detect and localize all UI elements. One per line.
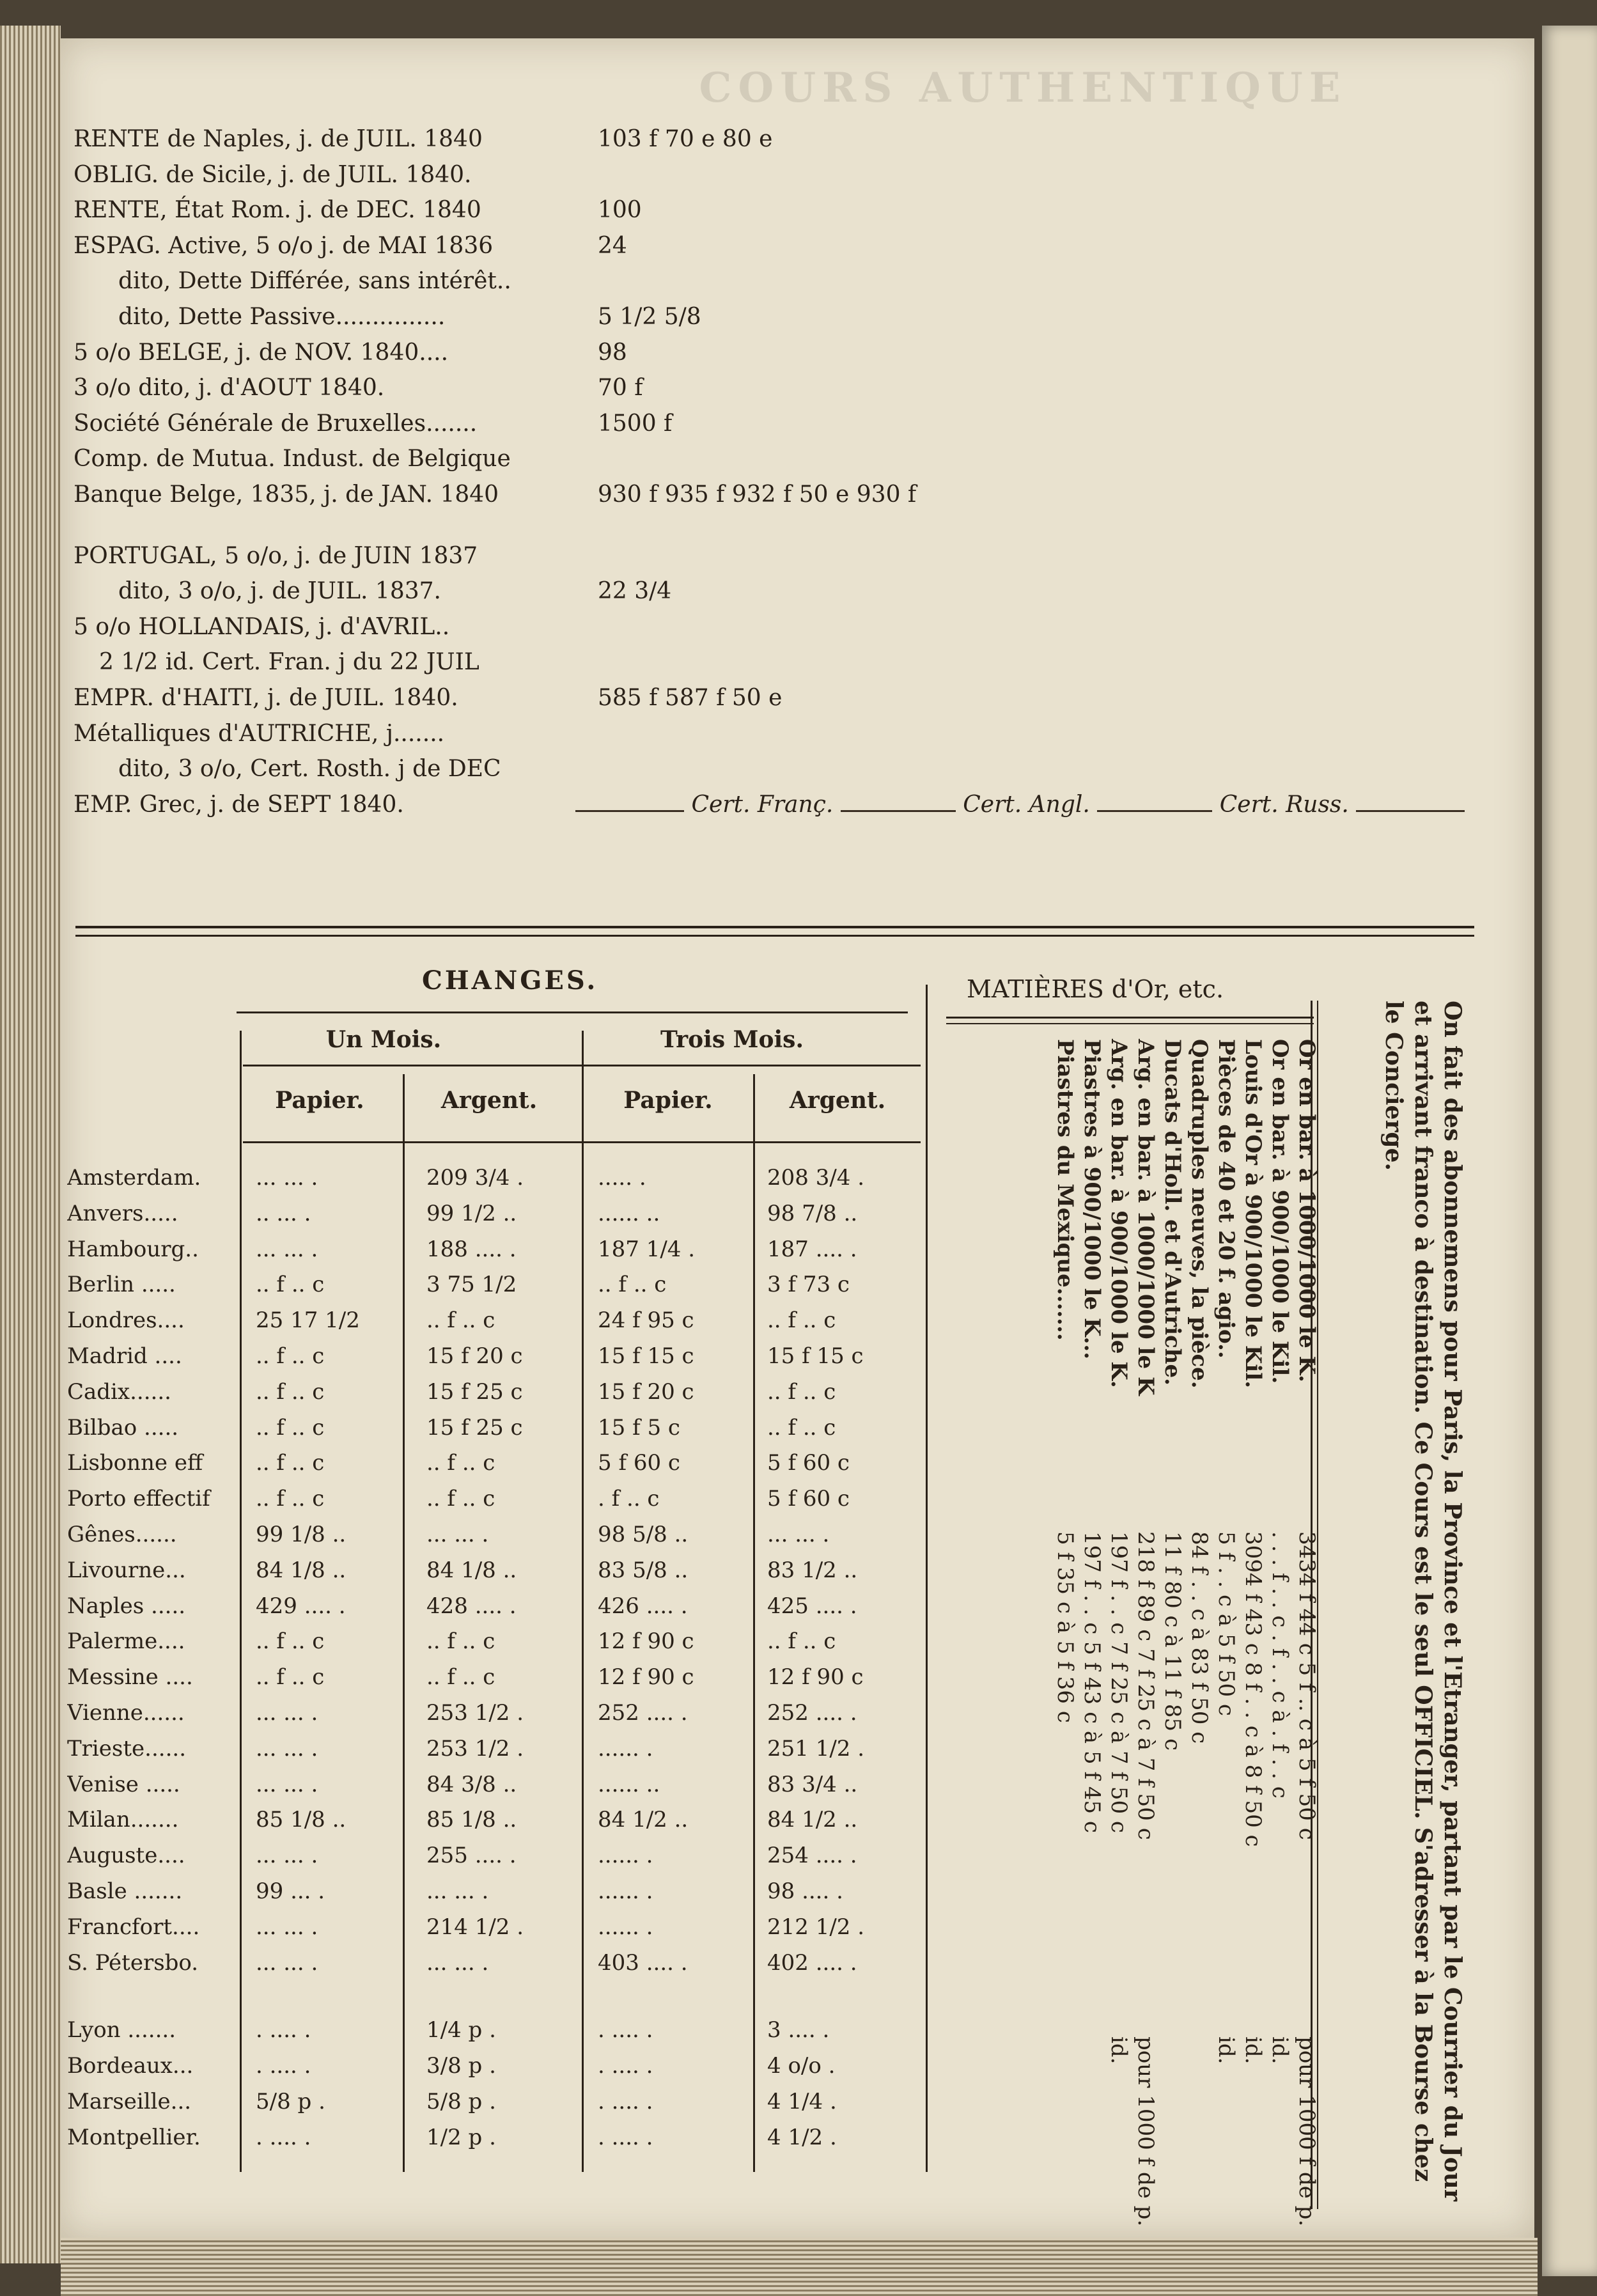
un-mois-papier: .. f .. c: [256, 1664, 325, 1691]
blank-line: [1356, 791, 1465, 812]
un-mois-header: Un Mois.: [325, 1026, 442, 1053]
un-mois-argent: 253 1/2 .: [426, 1735, 524, 1761]
trois-mois-papier: . .... .: [598, 2088, 653, 2114]
city-name: Madrid ....: [67, 1343, 182, 1369]
rente-name: Métalliques d'AUTRICHE, j.......: [74, 720, 445, 747]
rente-name: dito, 3 o/o, j. de JUIL. 1837.: [118, 578, 441, 605]
matieres-row: [1132, 1039, 1159, 2227]
matiere-unit: pour 1000 f de p.: [1294, 2036, 1320, 2227]
papier-header-1: Papier.: [275, 1087, 364, 1114]
blank-line: [1097, 791, 1212, 812]
matiere-name: Arg. en bar. à 900/1000 le K.: [1106, 1039, 1132, 1388]
rente-row: [74, 644, 1480, 680]
un-mois-papier: ... ... .: [256, 1914, 318, 1940]
un-mois-argent: 84 1/8 ..: [426, 1557, 517, 1583]
un-mois-argent: 3 75 1/2: [426, 1272, 517, 1298]
trois-mois-argent: 4 1/4 .: [767, 2088, 837, 2114]
rente-value: 585 f 587 f 50 e: [598, 684, 783, 711]
city-name: Basle .......: [67, 1878, 183, 1904]
argent-header-1: Argent.: [440, 1087, 538, 1114]
un-mois-argent: 214 1/2 .: [426, 1914, 524, 1940]
un-mois-papier: 5/8 p .: [256, 2088, 325, 2114]
un-mois-argent: 1/2 p .: [426, 2124, 496, 2150]
trois-mois-papier: 252 .... .: [598, 1699, 688, 1726]
matiere-value: 218 f 89 c 7 f 25 c à 7 f 50 c: [1133, 1531, 1158, 1840]
col-divider: [240, 1031, 242, 2172]
trois-mois-papier: .. f .. c: [598, 1272, 667, 1298]
trois-mois-argent: .. f .. c: [767, 1308, 836, 1334]
matieres-row: [1240, 1039, 1266, 2203]
un-mois-argent: 188 .... .: [426, 1236, 517, 1262]
un-mois-papier: 25 17 1/2: [256, 1308, 360, 1334]
rente-row: [74, 680, 1480, 716]
city-name: Naples .....: [67, 1593, 186, 1619]
trois-mois-argent: 98 .... .: [767, 1878, 843, 1904]
trois-mois-argent: 208 3/4 .: [767, 1165, 865, 1191]
un-mois-argent: 209 3/4 .: [426, 1165, 524, 1191]
un-mois-argent: .. f .. c: [426, 1450, 495, 1476]
trois-mois-argent: 3 .... .: [767, 2017, 830, 2043]
city-name: Livourne...: [67, 1557, 186, 1583]
rente-row: [74, 335, 1480, 371]
un-mois-papier: .. ... .: [256, 1200, 311, 1226]
un-mois-argent: 15 f 25 c: [426, 1378, 523, 1405]
un-mois-papier: ... ... .: [256, 1699, 318, 1726]
rente-row: [74, 751, 1480, 787]
un-mois-argent: 428 .... .: [426, 1593, 517, 1619]
un-mois-argent: 1/4 p .: [426, 2017, 496, 2043]
matiere-unit: id.: [1240, 2036, 1266, 2065]
city-name: Marseille...: [67, 2088, 192, 2114]
matieres-row: [1266, 1039, 1293, 2203]
rente-name: Banque Belge, 1835, j. de JAN. 1840: [74, 481, 499, 508]
matiere-name: Or en bar. à 900/1000 le Kil.: [1267, 1039, 1293, 1384]
un-mois-argent: 85 1/8 ..: [426, 1807, 517, 1833]
city-name: Milan.......: [67, 1807, 179, 1833]
rente-row: [74, 441, 1480, 477]
un-mois-papier: .. f .. c: [256, 1450, 325, 1476]
trois-mois-argent: ... ... .: [767, 1521, 830, 1547]
rente-name: dito, Dette Différée, sans intérêt..: [118, 268, 511, 295]
argent-header-2: Argent.: [789, 1087, 886, 1114]
rente-name: 2 1/2 id. Cert. Fran. j du 22 JUIL: [99, 649, 479, 676]
city-name: Anvers.....: [67, 1200, 178, 1226]
un-mois-papier: .. f .. c: [256, 1486, 325, 1512]
matieres-row: [1079, 1039, 1105, 2203]
trois-mois-argent: 84 1/2 ..: [767, 1807, 858, 1833]
blank-line: [841, 791, 956, 812]
matiere-name: Or en bar. à 1000/1000 le K.: [1294, 1039, 1320, 1382]
trois-mois-header: Trois Mois.: [660, 1026, 804, 1053]
un-mois-papier: ... ... .: [256, 1843, 318, 1869]
section-divider: [75, 926, 1474, 937]
trois-mois-argent: 212 1/2 .: [767, 1914, 865, 1940]
trois-mois-argent: 252 .... .: [767, 1699, 857, 1726]
rente-name: 3 o/o dito, j. d'AOUT 1840.: [74, 375, 385, 402]
matiere-value: 5 f . . c à 5 f 50 c: [1213, 1531, 1239, 1716]
trois-mois-papier: 12 f 90 c: [598, 1664, 694, 1691]
col-divider: [403, 1074, 405, 2172]
un-mois-argent: ... ... .: [426, 1949, 489, 1976]
city-name: Montpellier.: [67, 2124, 201, 2150]
un-mois-argent: .. f .. c: [426, 1308, 495, 1334]
emp-grec-certs: [575, 787, 1465, 823]
un-mois-papier: 429 .... .: [256, 1593, 346, 1619]
cert-russ: Cert. Russ.: [1219, 791, 1349, 818]
emp-grec-row: [74, 787, 1480, 823]
matieres-row: [1293, 1039, 1320, 2227]
note-rule: [1317, 1001, 1318, 2209]
trois-mois-papier: 187 1/4 .: [598, 1236, 696, 1262]
rente-name: 5 o/o BELGE, j. de NOV. 1840....: [74, 339, 449, 366]
trois-mois-argent: 425 .... .: [767, 1593, 857, 1619]
trois-mois-argent: 98 7/8 ..: [767, 1200, 858, 1226]
city-name: Venise .....: [67, 1771, 180, 1797]
trois-mois-papier: 426 .... .: [598, 1593, 688, 1619]
rente-value: 70 f: [598, 375, 643, 402]
trois-mois-papier: ..... .: [598, 1165, 646, 1191]
un-mois-papier: .. f .. c: [256, 1343, 325, 1369]
matiere-value: 197 f . . c 7 f 25 c à 7 f 50 c: [1106, 1531, 1132, 1833]
un-mois-papier: . .... .: [256, 2124, 311, 2150]
trois-mois-argent: 187 .... .: [767, 1236, 857, 1262]
rente-row: [74, 716, 1480, 752]
matiere-value: 3094 f 43 c 8 f . . c à 8 f 50 c: [1240, 1531, 1266, 1847]
trois-mois-papier: ...... .: [598, 1843, 653, 1869]
subscription-note: On fait des abonnemens pour Paris, la Province et l'Etranger, partant par le Courrier du Jour et arrivant franco à destination. Ce Cours est le seul OFFICIEL. S'adresser à la Bourse chez le Concierge.: [1380, 1001, 1466, 2201]
trois-mois-papier: 403 .... .: [598, 1949, 688, 1976]
bleed-through-title: COURS AUTHENTIQUE: [699, 64, 1347, 112]
trois-mois-papier: ...... .: [598, 1735, 653, 1761]
trois-mois-argent: 254 .... .: [767, 1843, 857, 1869]
rente-value: 1500 f: [598, 410, 673, 437]
trois-mois-papier: 15 f 5 c: [598, 1414, 680, 1441]
trois-mois-papier: 83 5/8 ..: [598, 1557, 689, 1583]
rente-row: [74, 299, 1480, 335]
cert-angl: Cert. Angl.: [963, 791, 1090, 818]
city-name: Bilbao .....: [67, 1414, 179, 1441]
un-mois-argent: 5/8 p .: [426, 2088, 496, 2114]
rente-name: EMPR. d'HAITI, j. de JUIL. 1840.: [74, 684, 458, 711]
matiere-name: Pièces de 40 et 20 f. agio..: [1213, 1039, 1239, 1359]
rente-value: 930 f 935 f 932 f 50 e 930 f: [598, 481, 917, 508]
matieres-row: [1213, 1039, 1240, 2203]
matieres-row: [1052, 1039, 1079, 2203]
trois-mois-papier: 98 5/8 ..: [598, 1521, 689, 1547]
emp-grec-name: EMP. Grec, j. de SEPT 1840.: [74, 791, 404, 818]
un-mois-papier: ... ... .: [256, 1165, 318, 1191]
matieres-rule: [946, 1017, 1314, 1019]
trois-mois-papier: ...... ..: [598, 1200, 660, 1226]
rente-value: 24: [598, 232, 627, 259]
un-mois-papier: .. f .. c: [256, 1272, 325, 1298]
papier-header-2: Papier.: [623, 1087, 713, 1114]
trois-mois-argent: 402 .... .: [767, 1949, 857, 1976]
city-name: Lisbonne eff: [67, 1450, 203, 1476]
rente-row: [74, 157, 1480, 193]
un-mois-argent: 255 .... .: [426, 1843, 517, 1869]
rente-value: 98: [598, 339, 627, 366]
matiere-value: 197 f . . c 5 f 43 c à 5 f 45 c: [1079, 1531, 1105, 1833]
rente-name: PORTUGAL, 5 o/o, j. de JUIN 1837: [74, 542, 478, 569]
trois-mois-argent: 4 1/2 .: [767, 2124, 837, 2150]
rente-row: [74, 263, 1480, 299]
un-mois-papier: . .... .: [256, 2053, 311, 2079]
city-name: Francfort....: [67, 1914, 200, 1940]
city-name: Vienne......: [67, 1699, 185, 1726]
trois-mois-argent: 3 f 73 c: [767, 1272, 850, 1298]
trois-mois-argent: 4 o/o .: [767, 2053, 836, 2079]
un-mois-argent: ... ... .: [426, 1878, 489, 1904]
trois-mois-argent: 5 f 60 c: [767, 1486, 850, 1512]
rente-value: 22 3/4: [598, 578, 672, 605]
un-mois-papier: ... ... .: [256, 1949, 318, 1976]
trois-mois-papier: ...... ..: [598, 1771, 660, 1797]
col-divider: [926, 985, 928, 2172]
rente-value: 103 f 70 e 80 e: [598, 126, 773, 152]
rente-row: [74, 121, 1480, 157]
city-name: Berlin .....: [67, 1272, 176, 1298]
un-mois-argent: 84 3/8 ..: [426, 1771, 517, 1797]
matiere-unit: id.: [1267, 2036, 1293, 2065]
matiere-name: Arg. en bar. à 1000/1000 le K: [1133, 1039, 1158, 1396]
rente-name: 5 o/o HOLLANDAIS, j. d'AVRIL..: [74, 613, 450, 640]
matiere-value: 3434 f 44 c 5 f .. c à 5 f 50 c: [1294, 1531, 1320, 1840]
un-mois-papier: .. f .. c: [256, 1414, 325, 1441]
rente-name: RENTE de Naples, j. de JUIL. 1840: [74, 126, 483, 152]
rente-row: [74, 477, 1480, 513]
trois-mois-papier: . .... .: [598, 2053, 653, 2079]
un-mois-argent: ... ... .: [426, 1521, 489, 1547]
un-mois-papier: .. f .. c: [256, 1628, 325, 1655]
rente-name: OBLIG. de Sicile, j. de JUIL. 1840.: [74, 161, 472, 188]
trois-mois-papier: 24 f 95 c: [598, 1308, 694, 1334]
city-name: Lyon .......: [67, 2017, 176, 2043]
trois-mois-papier: . f .. c: [598, 1486, 660, 1512]
rente-name: dito, 3 o/o, Cert. Rosth. j de DEC: [118, 756, 501, 783]
matiere-unit: id.: [1213, 2036, 1239, 2065]
bottom-page-edges: [61, 2238, 1538, 2296]
trois-mois-argent: 83 1/2 ..: [767, 1557, 858, 1583]
matiere-value: 84 f . . c à 83 f 50 c: [1187, 1531, 1212, 1744]
matiere-unit: pour 1000 f de p.: [1133, 2036, 1158, 2227]
rente-value: 100: [598, 197, 642, 224]
rente-name: Société Générale de Bruxelles.......: [74, 410, 478, 437]
trois-mois-argent: 12 f 90 c: [767, 1664, 864, 1691]
un-mois-papier: 99 1/8 ..: [256, 1521, 347, 1547]
trois-mois-papier: . .... .: [598, 2017, 653, 2043]
trois-mois-papier: 5 f 60 c: [598, 1450, 680, 1476]
page-edges: [0, 26, 61, 2263]
trois-mois-papier: 15 f 20 c: [598, 1378, 694, 1405]
trois-mois-argent: 15 f 15 c: [767, 1343, 864, 1369]
col-divider: [753, 1074, 755, 2172]
city-name: Auguste....: [67, 1843, 185, 1869]
un-mois-papier: 85 1/8 ..: [256, 1807, 347, 1833]
un-mois-argent: 3/8 p .: [426, 2053, 496, 2079]
matiere-value: 5 f 35 c à 5 f 36 c: [1052, 1531, 1078, 1723]
rente-row: [74, 609, 1480, 645]
trois-mois-argent: .. f .. c: [767, 1414, 836, 1441]
city-name: S. Pétersbo.: [67, 1949, 199, 1976]
matiere-name: Ducats d'Holl. et d'Autriche.: [1160, 1039, 1185, 1386]
trois-mois-papier: 12 f 90 c: [598, 1628, 694, 1655]
city-name: Trieste......: [67, 1735, 187, 1761]
city-name: Porto effectif: [67, 1486, 210, 1512]
trois-mois-argent: .. f .. c: [767, 1378, 836, 1405]
matiere-name: Piastres à 900/1000 le K...: [1079, 1039, 1105, 1360]
un-mois-argent: 99 1/2 ..: [426, 1200, 517, 1226]
matiere-name: Piastres du Mexique.......: [1052, 1039, 1078, 1341]
trois-mois-argent: .. f .. c: [767, 1628, 836, 1655]
rente-row: [74, 192, 1480, 228]
city-name: Messine ....: [67, 1664, 193, 1691]
changes-title: CHANGES.: [422, 965, 598, 996]
un-mois-papier: .. f .. c: [256, 1378, 325, 1405]
un-mois-argent: 15 f 25 c: [426, 1414, 523, 1441]
changes-title-rule: [237, 1011, 908, 1013]
rente-name: Comp. de Mutua. Indust. de Belgique: [74, 446, 511, 472]
rente-row: [74, 370, 1480, 406]
matiere-unit: id.: [1106, 2036, 1132, 2065]
matiere-name: Louis d'Or à 900/1000 le Kil.: [1240, 1039, 1266, 1389]
un-mois-papier: ... ... .: [256, 1771, 318, 1797]
city-name: Londres....: [67, 1308, 185, 1334]
trois-mois-papier: . .... .: [598, 2124, 653, 2150]
matiere-value: . . . f . . c . f . . c à . f . . c: [1267, 1531, 1293, 1799]
un-mois-argent: 253 1/2 .: [426, 1699, 524, 1726]
rente-name: dito, Dette Passive...............: [118, 303, 446, 330]
rentes-section: [74, 121, 1480, 822]
trois-mois-argent: 83 3/4 ..: [767, 1771, 858, 1797]
un-mois-papier: 84 1/8 ..: [256, 1557, 347, 1583]
city-name: Palerme....: [67, 1628, 185, 1655]
rente-value: 5 1/2 5/8: [598, 303, 701, 330]
facing-page: [1542, 26, 1597, 2276]
un-mois-papier: ... ... .: [256, 1735, 318, 1761]
rente-row: [74, 574, 1480, 609]
un-mois-argent: .. f .. c: [426, 1628, 495, 1655]
matieres-row: [1186, 1039, 1213, 2203]
rente-name: ESPAG. Active, 5 o/o j. de MAI 1836: [74, 232, 494, 259]
cert-franc: Cert. Franç.: [691, 791, 834, 818]
city-name: Gênes......: [67, 1521, 177, 1547]
city-name: Cadix......: [67, 1378, 171, 1405]
col-divider: [582, 1031, 584, 2172]
un-mois-argent: 15 f 20 c: [426, 1343, 523, 1369]
un-mois-papier: 99 ... .: [256, 1878, 325, 1904]
un-mois-papier: ... ... .: [256, 1236, 318, 1262]
trois-mois-papier: ...... .: [598, 1878, 653, 1904]
un-mois-argent: .. f .. c: [426, 1664, 495, 1691]
rente-row: [74, 406, 1480, 442]
matieres-row: [1105, 1039, 1132, 2203]
blank-line: [575, 791, 684, 812]
trois-mois-argent: 5 f 60 c: [767, 1450, 850, 1476]
city-name: Bordeaux...: [67, 2053, 194, 2079]
matiere-name: Quadruples neuves, la pièce.: [1187, 1039, 1212, 1389]
trois-mois-papier: ...... .: [598, 1914, 653, 1940]
city-name: Amsterdam.: [67, 1165, 201, 1191]
rente-row: [74, 228, 1480, 264]
trois-mois-papier: 84 1/2 ..: [598, 1807, 689, 1833]
rente-name: RENTE, État Rom. j. de DEC. 1840: [74, 197, 481, 224]
city-name: Hambourg..: [67, 1236, 199, 1262]
un-mois-papier: . .... .: [256, 2017, 311, 2043]
trois-mois-argent: 251 1/2 .: [767, 1735, 865, 1761]
matieres-table: [956, 1039, 1320, 2227]
note-rule: [1311, 1001, 1313, 2209]
matieres-row: [1159, 1039, 1186, 2203]
matiere-value: 11 f 80 c à 11 f 85 c: [1160, 1531, 1185, 1751]
rente-row: [74, 538, 1480, 574]
matieres-title: MATIÈRES d'Or, etc.: [967, 975, 1224, 1003]
trois-mois-papier: 15 f 15 c: [598, 1343, 694, 1369]
un-mois-argent: .. f .. c: [426, 1486, 495, 1512]
matieres-rule: [946, 1023, 1314, 1024]
